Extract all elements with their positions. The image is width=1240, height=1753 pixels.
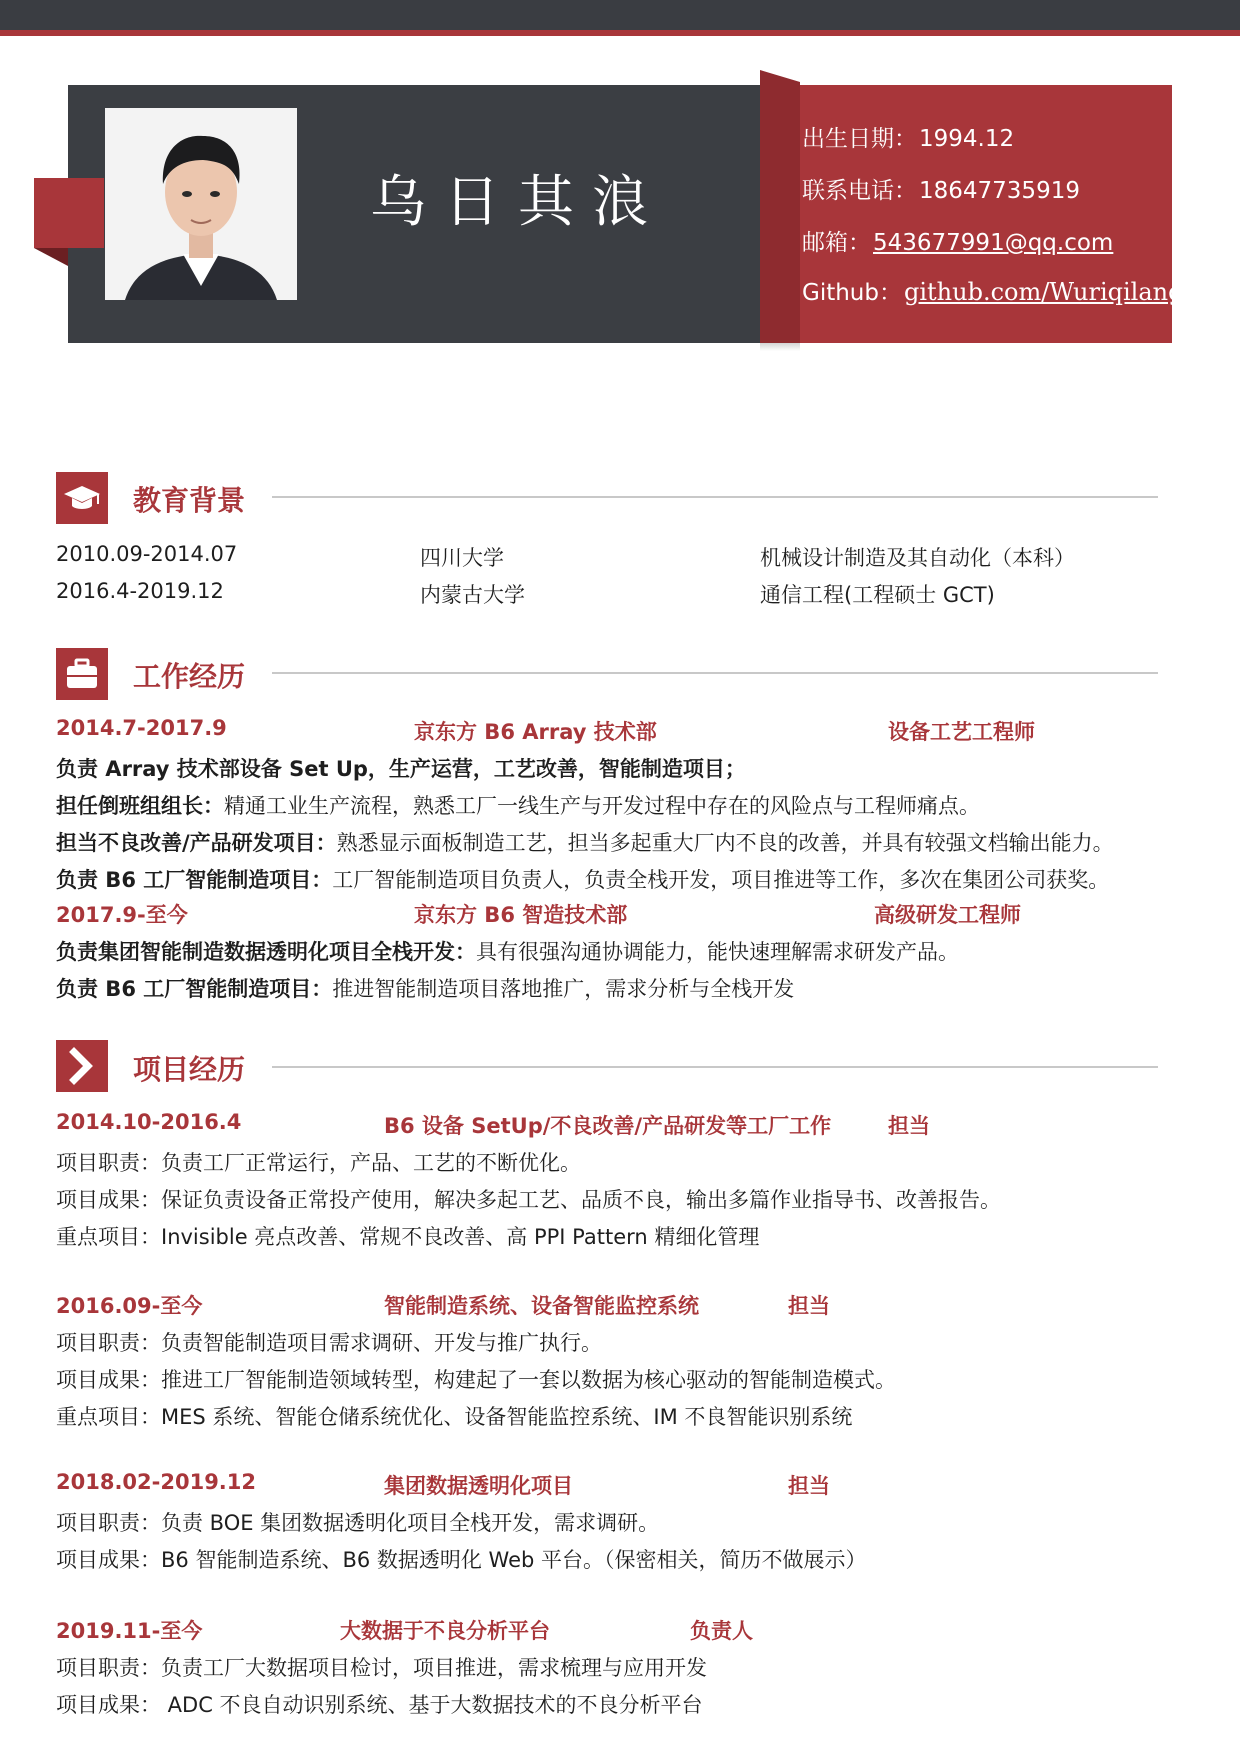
project-line: 项目成果：保证负责设备正常投产使用，解决多起工艺、品质不良，输出多篇作业指导书、改善报告。 [56, 1188, 1001, 1212]
section-divider [272, 672, 1158, 674]
project-line: 项目职责：负责智能制造项目需求调研、开发与推广执行。 [56, 1331, 602, 1355]
phone-label: 联系电话： [802, 178, 917, 204]
project-line: 项目成果： ADC 不良自动识别系统、基于大数据技术的不良分析平台 [56, 1693, 703, 1717]
contact-panel-fold [760, 70, 800, 343]
job-role: 设备工艺工程师 [888, 720, 1035, 744]
birth-value: 1994.12 [919, 126, 1015, 152]
project-line: 重点项目：Invisible 亮点改善、常规不良改善、高 PPI Pattern 精细化管理 [56, 1225, 760, 1249]
job-item-text: 熟悉显示面板制造工艺，担当多起重大厂内不良的改善，并具有较强文档输出能力。 [336, 831, 1114, 855]
project-period: 2014.10-2016.4 [56, 1110, 242, 1134]
job-item [56, 936, 959, 966]
section-title-work: 工作经历 [133, 660, 246, 693]
section-title-projects: 项目经历 [133, 1053, 246, 1086]
project-line: 项目成果：B6 智能制造系统、B6 数据透明化 Web 平台。（保密相关，简历不做展示） [56, 1548, 867, 1572]
section-divider [272, 496, 1158, 498]
project-name: 集团数据透明化项目 [384, 1474, 573, 1498]
github-link[interactable]: github.com/Wuriqilang [904, 278, 1184, 306]
job-item-heading: 负责 B6 工厂智能制造项目： [56, 977, 333, 1001]
contact-panel-shadow [760, 343, 800, 351]
section-divider [272, 1066, 1158, 1068]
job-item-heading: 担任倒班组组长： [56, 794, 224, 818]
edu-major: 机械设计制造及其自动化（本科） [760, 546, 1075, 570]
job-item-text: 精通工业生产流程，熟悉工厂一线生产与开发过程中存在的风险点与工程师痛点。 [224, 794, 980, 818]
chevron-right-icon [56, 1040, 108, 1092]
email-info [802, 224, 1113, 257]
job-item-text: 具有很强沟通协调能力，能快速理解需求研发产品。 [476, 940, 959, 964]
candidate-name: 乌日其浪 [370, 170, 666, 235]
job-item-text: 推进智能制造项目落地推广，需求分析与全栈开发 [332, 977, 795, 1001]
edu-school: 四川大学 [420, 546, 504, 570]
phone-value: 18647735919 [919, 178, 1080, 204]
project-period: 2019.11-至今 [56, 1619, 203, 1643]
email-label: 邮箱： [802, 230, 871, 256]
project-name: 智能制造系统、设备智能监控系统 [384, 1294, 699, 1318]
top-accent-line [0, 30, 1240, 36]
job-item [56, 790, 980, 820]
job-period: 2014.7-2017.9 [56, 716, 227, 740]
project-line: 项目职责：负责工厂正常运行，产品、工艺的不断优化。 [56, 1151, 581, 1175]
briefcase-icon [56, 648, 108, 700]
job-item-heading: 负责 Array 技术部设备 Set Up，生产运营，工艺改善，智能制造项目； [56, 757, 746, 781]
project-line: 重点项目：MES 系统、智能仓储系统优化、设备智能监控系统、IM 不良智能识别系统 [56, 1405, 853, 1429]
birth-label: 出生日期： [802, 126, 917, 152]
job-item-text: 工厂智能制造项目负责人，负责全栈开发，项目推进等工作，多次在集团公司获奖。 [332, 868, 1110, 892]
job-dept: 京东方 B6 Array 技术部 [414, 720, 657, 744]
project-period: 2016.09-至今 [56, 1294, 203, 1318]
job-item [56, 864, 1109, 894]
edu-period: 2010.09-2014.07 [56, 542, 238, 566]
project-name: 大数据于不良分析平台 [340, 1619, 550, 1643]
edu-period: 2016.4-2019.12 [56, 579, 224, 603]
project-name: B6 设备 SetUp/不良改善/产品研发等工厂工作 [384, 1114, 832, 1138]
job-role: 高级研发工程师 [874, 903, 1021, 927]
edu-major: 通信工程(工程硕士 GCT) [760, 583, 995, 607]
email-link[interactable]: 543677991@qq.com [873, 230, 1114, 256]
project-role: 担当 [788, 1474, 830, 1498]
project-line: 项目成果：推进工厂智能制造领域转型，构建起了一套以数据为核心驱动的智能制造模式。 [56, 1368, 896, 1392]
project-role: 负责人 [690, 1619, 753, 1643]
project-period: 2018.02-2019.12 [56, 1470, 257, 1494]
project-role: 担当 [888, 1114, 930, 1138]
edu-school: 内蒙古大学 [420, 583, 525, 607]
job-dept: 京东方 B6 智造技术部 [414, 903, 628, 927]
github-label: Github： [802, 280, 902, 306]
job-item-heading: 负责 B6 工厂智能制造项目： [56, 868, 333, 892]
job-item [56, 753, 746, 783]
job-item [56, 827, 1114, 857]
project-line: 项目职责：负责 BOE 集团数据透明化项目全栈开发，需求调研。 [56, 1511, 660, 1535]
top-bar [0, 0, 1240, 30]
graduation-cap-icon [56, 472, 108, 524]
job-item-heading: 担当不良改善/产品研发项目： [56, 831, 337, 855]
job-item-heading: 负责集团智能制造数据透明化项目全栈开发： [56, 940, 476, 964]
profile-photo [105, 108, 297, 300]
job-item [56, 973, 794, 1003]
section-title-education: 教育背景 [133, 484, 246, 517]
phone-info [802, 172, 1080, 205]
job-period: 2017.9-至今 [56, 903, 188, 927]
header-side-tab [34, 178, 104, 248]
project-role: 担当 [788, 1294, 830, 1318]
birth-info [802, 120, 1014, 153]
project-line: 项目职责：负责工厂大数据项目检讨，项目推进，需求梳理与应用开发 [56, 1656, 707, 1680]
github-info [802, 274, 1183, 307]
header-side-tab-fold [34, 248, 68, 266]
